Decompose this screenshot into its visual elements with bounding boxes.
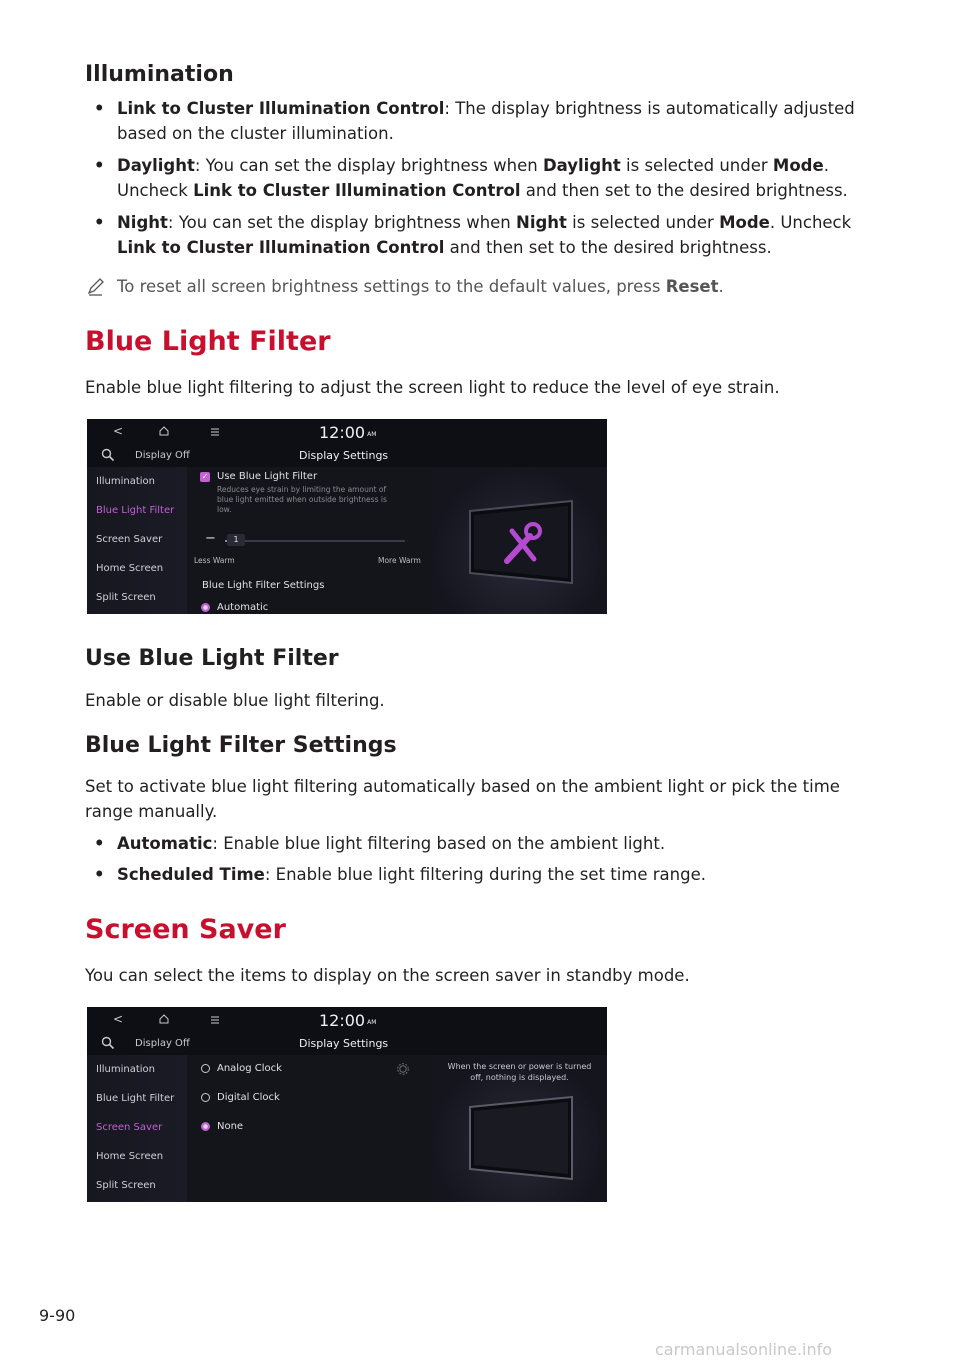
watermark: carmanualsonline.info bbox=[655, 1340, 833, 1359]
home-icon bbox=[159, 1014, 169, 1024]
sidebar-item-home-screen: Home Screen bbox=[96, 1151, 164, 1162]
bullet-link-cluster: • Link to Cluster Illumination Control: The display brightness is automatically adjusted based on the cluster illumination. bbox=[94, 99, 855, 143]
radio-digital-clock bbox=[201, 1093, 210, 1102]
note-reset: To reset all screen brightness settings to the default values, press Reset. bbox=[117, 277, 724, 296]
none-label: None bbox=[217, 1121, 244, 1132]
radio-analog-clock bbox=[201, 1064, 210, 1073]
sidebar-item-illumination: Illumination bbox=[96, 1064, 155, 1075]
settings-sidebar bbox=[87, 1055, 187, 1202]
blue-light-settings-text: Set to activate blue light filtering automatically based on the ambient light or pick the time range manually. bbox=[85, 777, 840, 821]
bullet-night: • Night: You can set the display brightness when Night is selected under Mode. Uncheck Link to Cluster Illumination Control and then set to the desired brightness. bbox=[94, 213, 852, 257]
sidebar-item-blue-light-filter: Blue Light Filter bbox=[96, 1093, 175, 1104]
search-icon bbox=[101, 1036, 115, 1050]
minus-icon: − bbox=[205, 531, 216, 546]
section-heading-screen-saver: Screen Saver bbox=[85, 914, 286, 945]
checkbox-icon: ✓ bbox=[201, 472, 209, 481]
search-icon bbox=[101, 448, 115, 462]
back-icon: < bbox=[113, 424, 124, 438]
heading-blue-light-filter-settings: Blue Light Filter Settings bbox=[85, 733, 397, 758]
back-icon: < bbox=[113, 1012, 124, 1026]
settings-sidebar bbox=[87, 467, 187, 614]
warmth-slider bbox=[225, 540, 405, 542]
preview-pane bbox=[432, 1055, 607, 1202]
use-blue-light-filter-label: Use Blue Light Filter bbox=[217, 471, 318, 482]
screenshot-blue-light-filter bbox=[87, 419, 607, 614]
warmth-slider-value: 1 bbox=[227, 534, 245, 546]
screen-saver-caption: When the screen or power is turned off, nothing is displayed. bbox=[447, 1062, 592, 1082]
bullet-scheduled-time: • Scheduled Time: Enable blue light filtering during the set time range. bbox=[94, 865, 706, 884]
sidebar-item-screen-saver: Screen Saver bbox=[96, 534, 163, 545]
digital-clock-label: Digital Clock bbox=[217, 1092, 280, 1103]
heading-use-blue-light-filter: Use Blue Light Filter bbox=[85, 646, 339, 671]
section-heading-illumination: Illumination bbox=[85, 62, 234, 87]
sidebar-item-blue-light-filter: Blue Light Filter bbox=[96, 505, 175, 516]
blue-light-filter-settings-label: Blue Light Filter Settings bbox=[202, 580, 325, 591]
blue-light-intro: Enable blue light filtering to adjust the screen light to reduce the level of eye strain. bbox=[85, 378, 780, 397]
section-heading-blue-light-filter: Blue Light Filter bbox=[85, 326, 331, 357]
sidebar-item-screen-saver: Screen Saver bbox=[96, 1122, 163, 1133]
sidebar-item-illumination: Illumination bbox=[96, 476, 155, 487]
monitor-tools-icon bbox=[462, 491, 582, 591]
radio-automatic bbox=[201, 603, 210, 612]
sidebar-item-home-screen: Home Screen bbox=[96, 563, 164, 574]
clock: 12:00 AM bbox=[319, 1011, 377, 1030]
gear-icon bbox=[397, 1063, 409, 1075]
settings-panel bbox=[187, 1055, 432, 1202]
page-number: 9-90 bbox=[39, 1306, 76, 1325]
automatic-label: Automatic bbox=[217, 602, 269, 613]
top-bar bbox=[87, 419, 607, 447]
home-icon bbox=[159, 426, 169, 436]
menu-icon bbox=[211, 1016, 219, 1024]
use-blue-light-text: Enable or disable blue light filtering. bbox=[85, 691, 385, 710]
sidebar-item-split-screen: Split Screen bbox=[96, 1180, 156, 1191]
settings-panel: ✓ Use Blue Light Filter Reduces eye strain by limiting the amount of blue light emitted when outside brightness is low. − 1 Less Warm More Warm Blue Light Filter Settings Automatic bbox=[187, 467, 432, 614]
display-settings-title: Display Settings bbox=[299, 1037, 389, 1050]
more-warm-label: More Warm bbox=[378, 556, 421, 565]
bullet-daylight: • Daylight: You can set the display brightness when Daylight is selected under Mode. Uncheck Link to Cluster Illumination Control and then set to the desired brightness. bbox=[94, 156, 848, 200]
screen-saver-intro: You can select the items to display on the screen saver in standby mode. bbox=[85, 966, 690, 985]
clock: 12:00 AM bbox=[319, 423, 377, 442]
blank-monitor-icon bbox=[462, 1087, 582, 1187]
sidebar-item-split-screen: Split Screen bbox=[96, 592, 156, 603]
screenshot-screen-saver bbox=[87, 1007, 607, 1202]
pencil-note-icon bbox=[86, 277, 106, 297]
bullet-automatic: • Automatic: Enable blue light filtering based on the ambient light. bbox=[94, 834, 666, 853]
less-warm-label: Less Warm bbox=[194, 556, 235, 565]
menu-icon bbox=[211, 428, 219, 436]
display-off-button: Display Off bbox=[135, 450, 190, 461]
preview-pane bbox=[432, 467, 607, 614]
analog-clock-label: Analog Clock bbox=[217, 1063, 282, 1074]
display-off-button: Display Off bbox=[135, 1038, 190, 1049]
display-settings-title: Display Settings bbox=[299, 449, 389, 462]
radio-none bbox=[201, 1122, 210, 1131]
